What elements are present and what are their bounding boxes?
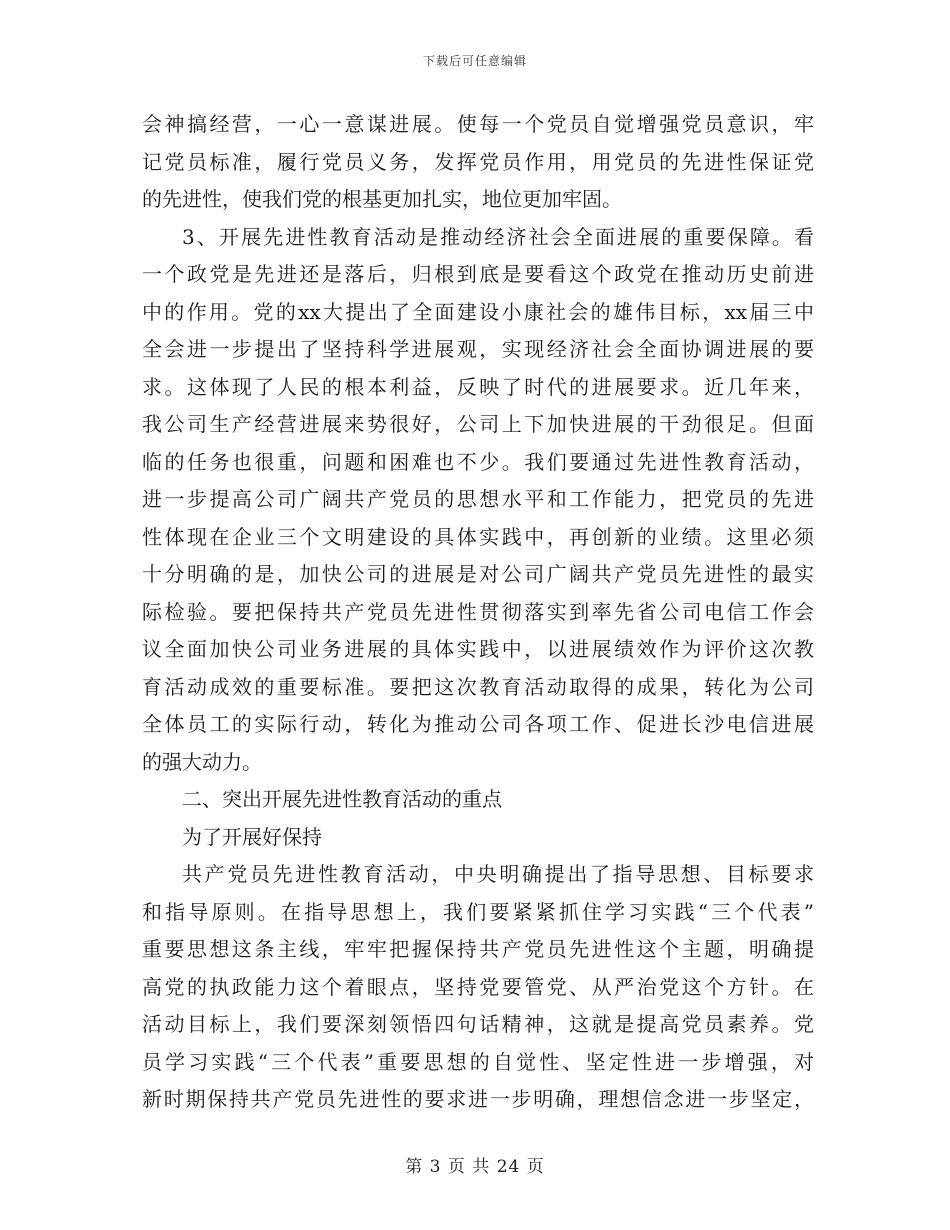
text-line: 的先进性，使我们党的根基更加扎实，地位更加牢固。: [142, 187, 622, 211]
text-line: 际检验。要把保持共产党员先进性贯彻落实到率先省公司电信工作会: [142, 599, 814, 624]
text-line: 的强大动力。: [142, 749, 262, 774]
text-line: 员学习实践“三个代表”重要思想的自觉性、坚定性进一步增强，对: [142, 1049, 814, 1074]
text-line: 3、开展先进性教育活动是推动经济社会全面进展的重要保障。看: [182, 224, 814, 249]
text-line: 会神搞经营，一心一意谋进展。使每一个党员自觉增强党员意识，牢: [142, 112, 814, 136]
text-line: 高党的执政能力这个着眼点，坚持党要管党、从严治党这个方针。在: [142, 974, 814, 999]
text-line: 一个政党是先进还是落后，归根到底是要看这个政党在推动历史前进: [142, 262, 814, 286]
text-line: 十分明确的是，加快公司的进展是对公司广阔共产党员先进性的最实: [142, 562, 814, 586]
text-line: 新时期保持共产党员先进性的要求进一步明确，理想信念进一步坚定，: [142, 1087, 814, 1111]
section-heading: 二、突出开展先进性教育活动的重点: [182, 787, 502, 811]
document-body: [142, 106, 814, 1119]
text-line: 活动目标上，我们要深刻领悟四句话精神，这就是提高党员素养。党: [142, 1012, 814, 1036]
text-line: 育活动成效的重要标准。要把这次教育活动取得的成果，转化为公司: [142, 674, 814, 699]
text-line: 共产党员先进性教育活动，中央明确提出了指导思想、目标要求: [182, 862, 814, 886]
text-line: 和指导原则。在指导思想上，我们要紧紧抓住学习实践“三个代表”: [142, 899, 814, 924]
text-line: 中的作用。党的xx大提出了全面建设小康社会的雄伟目标，xx届三中: [142, 299, 814, 324]
text-line: 重要思想这条主线，牢牢把握保持共产党员先进性这个主题，明确提: [142, 937, 814, 961]
text-line: 性体现在企业三个文明建设的具体实践中，再创新的业绩。这里必须: [142, 524, 814, 549]
text-line: 全会进一步提出了坚持科学进展观，实现经济社会全面协调进展的要: [142, 337, 814, 361]
page-number: 第 3 页 共 24 页: [405, 1157, 545, 1177]
page-header-note: 下载后可任意编辑: [422, 54, 527, 68]
text-line: 临的任务也很重，问题和困难也不少。我们要通过先进性教育活动，: [142, 449, 814, 474]
text-line: 全体员工的实际行动，转化为推动公司各项工作、促进长沙电信进展: [142, 712, 814, 736]
text-line: 我公司生产经营进展来势很好，公司上下加快进展的干劲很足。但面: [142, 412, 814, 436]
text-line: 记党员标准，履行党员义务，发挥党员作用，用党员的先进性保证党: [142, 149, 814, 174]
text-line: 进一步提高公司广阔共产党员的思想水平和工作能力，把党员的先进: [142, 487, 814, 511]
text-line: 求。这体现了人民的根本利益，反映了时代的进展要求。近几年来，: [142, 374, 814, 399]
text-line: 为了开展好保持: [182, 824, 322, 849]
text-line: 议全面加快公司业务进展的具体实践中，以进展绩效作为评价这次教: [142, 637, 814, 661]
